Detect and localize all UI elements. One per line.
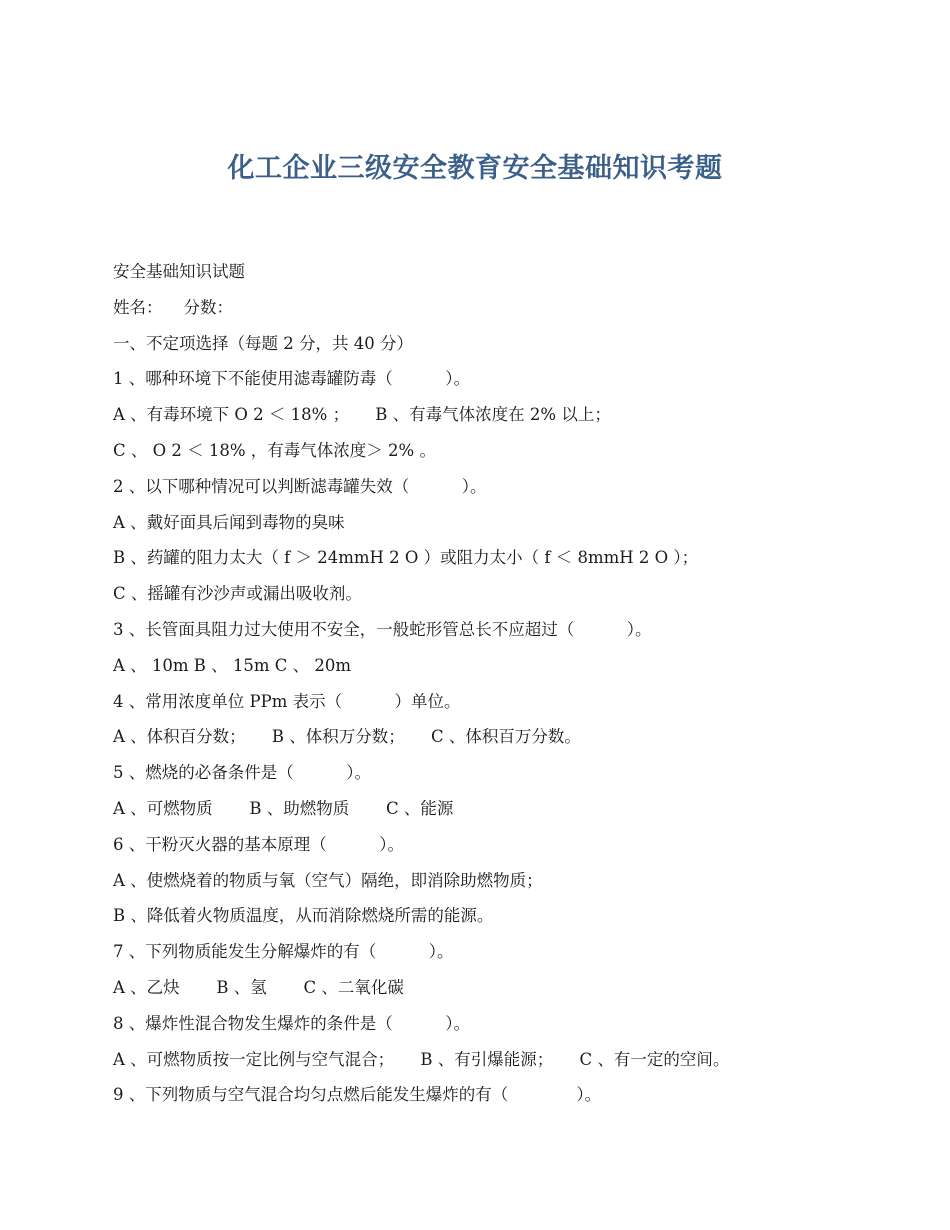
- question-6-option-a: A 、使燃烧着的物质与氧（空气）隔绝，即消除助燃物质；: [113, 870, 543, 890]
- question-5: 5 、燃烧的必备条件是（ ）。: [113, 763, 371, 783]
- question-2-option-c: C 、摇罐有沙沙声或漏出吸收剂。: [113, 584, 362, 604]
- question-2-option-a: A 、戴好面具后闻到毒物的臭味: [113, 512, 345, 532]
- question-2: 2 、以下哪种情况可以判断滤毒罐失效（ ）。: [113, 476, 487, 496]
- document-title: 化工企业三级安全教育安全基础知识考题: [227, 153, 723, 184]
- question-8: 8 、爆炸性混合物发生爆炸的条件是（ ）。: [113, 1013, 470, 1033]
- question-5-options: A 、可燃物质 B 、助燃物质 C 、能源: [113, 798, 454, 818]
- section-heading: 安全基础知识试题: [113, 262, 245, 281]
- question-7: 7 、下列物质能发生分解爆炸的有（ ）。: [113, 942, 454, 962]
- question-6: 6 、干粉灭火器的基本原理（ ）。: [113, 834, 404, 854]
- question-3-options: A 、 10m B 、 15m C 、 20m: [113, 655, 352, 675]
- question-1-option-c: C 、 O 2 ＜ 18% ，有毒气体浓度＞ 2% 。: [113, 440, 436, 460]
- question-2-option-b: B 、药罐的阻力太大（ f ＞ 24mmH 2 O ）或阻力太小（ f ＜ 8mmH 2 O ）；: [113, 548, 699, 568]
- question-1: 1 、哪种环境下不能使用滤毒罐防毒（ ）。: [113, 369, 470, 389]
- question-4: 4 、常用浓度单位 PPm 表示（ ）单位。: [113, 691, 461, 711]
- question-7-options: A 、乙炔 B 、氢 C 、二氧化碳: [113, 977, 404, 997]
- question-8-options: A 、可燃物质按一定比例与空气混合； B 、有引爆能源； C 、有一定的空间。: [113, 1049, 730, 1069]
- name-score-line: 姓名： 分数：: [113, 297, 233, 317]
- section-instructions: 一、不定项选择（每题 2 分，共 40 分）: [113, 333, 413, 353]
- question-6-option-b: B 、降低着火物质温度，从而消除燃烧所需的能源。: [113, 906, 494, 926]
- question-4-options: A 、体积百分数； B 、体积万分数； C 、体积百万分数。: [113, 727, 581, 747]
- question-1-options-ab: A 、有毒环境下 O 2 ＜ 18% ； B 、有毒气体浓度在 2% 以上；: [113, 405, 611, 425]
- document-body: [113, 258, 913, 1117]
- question-9: 9 、下列物质与空气混合均匀点燃后能发生爆炸的有（ ）。: [113, 1085, 602, 1105]
- question-3: 3 、长管面具阻力过大使用不安全，一般蛇形管总长不应超过（ ）。: [113, 619, 652, 639]
